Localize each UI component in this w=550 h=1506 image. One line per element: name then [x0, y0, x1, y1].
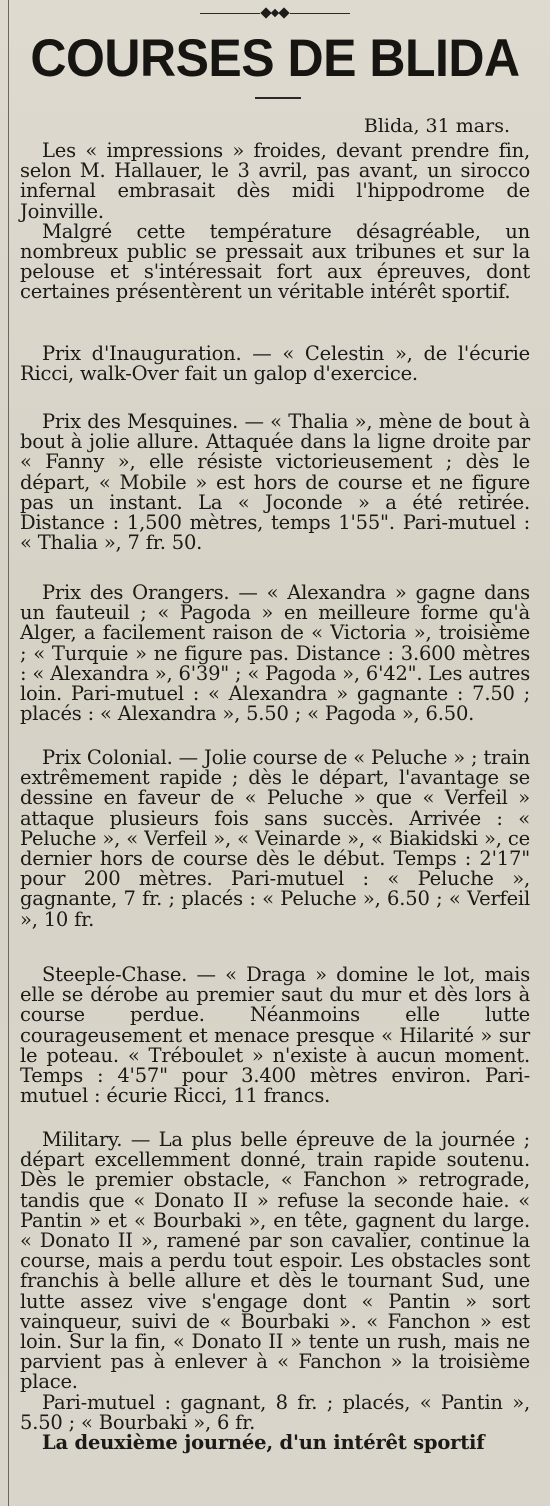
article-body-3 — [20, 412, 530, 553]
article-body-2 — [20, 344, 530, 384]
article-title: COURSES DE BLIDA — [30, 28, 520, 88]
paragraph: Pari-mutuel : gagnant, 8 fr. ; placés, « Pantin », 5.50 ; « Bourbaki », 6 fr. — [20, 1390, 530, 1434]
article-body-4 — [20, 583, 530, 724]
paragraph: Prix Colonial. — Jolie course de « Peluche » ; train extrêmement rapide ; dès le départ, l'avantage se dessine en faveur de « Peluche » que « Verfeil » attaque plusieurs fois sans succès. Arrivée : « Peluche », « Verfeil », « Veinarde », « Biakidski », ce dernier hors de course dès le début. Temps : 2'17" pour 200 mètres. Pari-mutuel : « Peluche », gagnante, 7 fr. ; placés : « Peluche », 6.50 ; « Verfeil », 10 fr. — [20, 746, 530, 931]
title-rule — [255, 97, 301, 99]
paragraph: Steeple-Chase. — « Draga » domine le lot, mais elle se dérobe au premier saut du mur et dès lors à course perdue. Néanmoins elle lutte courageusement et menace presque « Hilarité » sur le poteau. « Tréboulet » n'existe à aucun moment. Temps : 4'57" pour 3.400 mètres environ. Pari-mutuel : écurie Ricci, 11 francs. — [20, 963, 530, 1108]
paragraph: Prix d'Inauguration. — « Celestin », de l'écurie Ricci, walk-Over fait un galop d'exercice. — [20, 342, 530, 386]
paragraph: Military. — La plus belle épreuve de la journée ; départ excellemment donné, train rapide soutenu. Dès le premier obstacle, « Fanchon » retrograde, tandis que « Donato II » refuse la seconde haie. « Pantin » et « Bourbaki », en tête, gagnent du large. « Donato II », ramené par son cavalier, continue la course, mais a perdu tout espoir. Les obstacles sont franchis à belle allure et dès le tournant Sud, une lutte assez vive s'engage dont « Pantin » sort vainqueur, suivi de « Bourbaki ». « Fanchon » est loin. Sur la fin, « Donato II » tente un rush, mais ne parvient pas à enlever à « Fanchon » la troisième place. — [20, 1128, 530, 1394]
article-body-1 — [20, 141, 530, 303]
header-ornament — [0, 8, 550, 20]
paragraph: Malgré cette température désagréable, un nombreux public se pressait aux tribunes et sur la pelouse et s'intéressait fort aux épreuves, dont certaines présentèrent un véritable intérêt sportif. — [20, 219, 530, 304]
article-body-5 — [20, 748, 530, 930]
article-body-6 — [20, 965, 530, 1106]
paragraph: Prix des Mesquines. — « Thalia », mène de bout à bout à jolie allure. Attaquée dans la ligne droite par « Fanny », elle résiste victorieusement ; dès le départ, « Mobile » est hors de course et ne figure pas un instant. La « Joconde » a été retirée. Distance : 1,500 mètres, temps 1'55". Pari-mutuel : « Thalia », 7 fr. 50. — [20, 410, 530, 555]
closing-line: La deuxième journée, d'un intérêt sportif — [42, 1431, 485, 1455]
article-body-7 — [20, 1130, 530, 1453]
column-rule — [8, 0, 9, 1506]
dateline: Blida, 31 mars. — [363, 115, 510, 137]
paragraph: Prix des Orangers. — « Alexandra » gagne dans un fauteuil ; « Pagoda » en meilleure forme qu'à Alger, a facilement raison de « Victoria », troisième ; « Turquie » ne figure pas. Distance : 3.600 mètres : « Alexandra », 6'39" ; « Pagoda », 6'42". Les autres loin. Pari-mutuel : « Alexandra » gagnante : 7.50 ; placés : « Alexandra », 5.50 ; « Pagoda », 6.50. — [20, 581, 530, 726]
paragraph: Les « impressions » froides, devant prendre fin, selon M. Hallauer, le 3 avril, pas avant, un sirocco infernal embrasait dès midi l'hippodrome de Joinville. — [20, 139, 530, 223]
